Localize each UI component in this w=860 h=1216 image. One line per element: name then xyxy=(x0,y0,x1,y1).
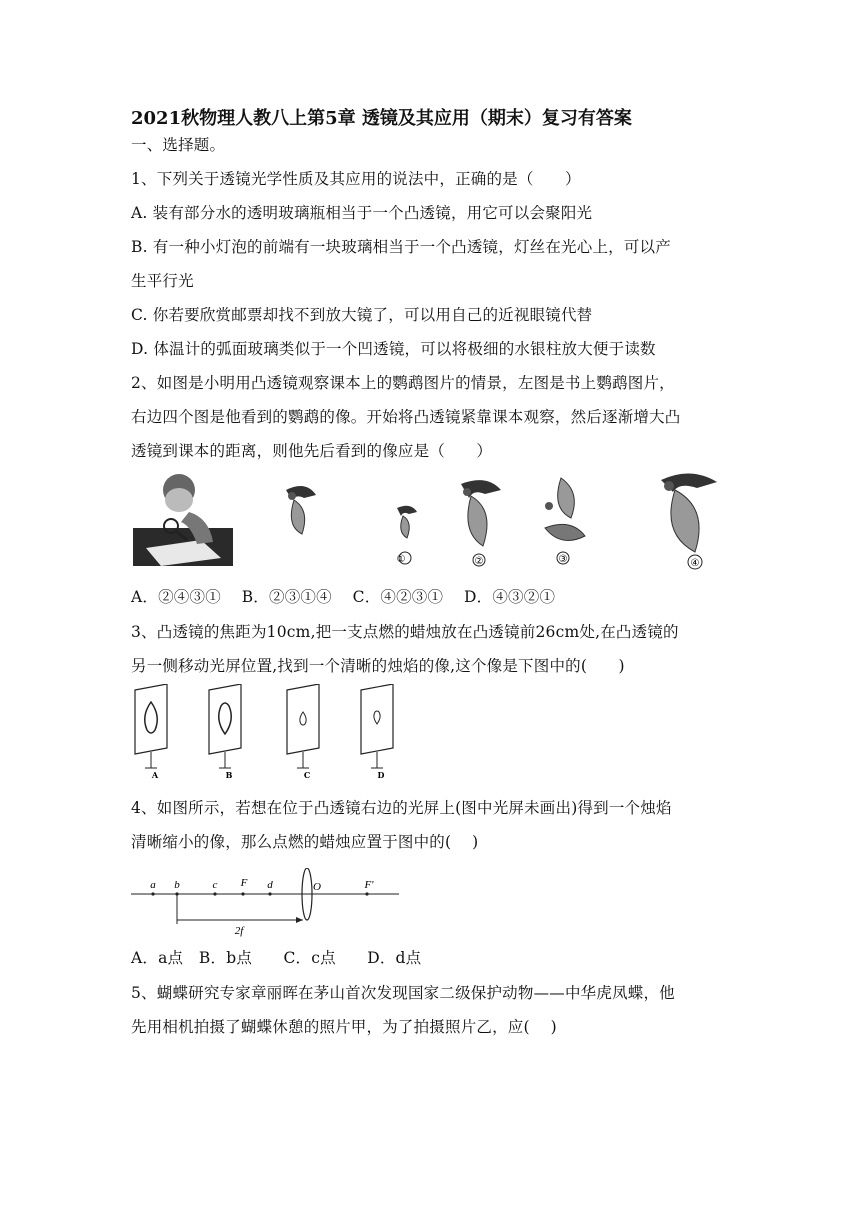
q2-stem-line1: 2、如图是小明用凸透镜观察课本上的鹦鹉图片的情景，左图是书上鹦鹉图片， xyxy=(131,374,675,392)
q4-options: A．a点 B．b点 C．c点 D．d点 xyxy=(131,949,422,967)
screen-c xyxy=(287,684,319,768)
q2-stem-line2: 右边四个图是他看到的鹦鹉的像。开始将凸透镜紧靠课本观察，然后逐渐增大凸 xyxy=(131,408,681,426)
point-a-label: a xyxy=(150,879,156,891)
two-f-label: 2f xyxy=(234,925,244,937)
screen-label-c: C xyxy=(303,770,311,780)
q5-stem-line2: 先用相机拍摄了蝴蝶休憩的照片甲，为了拍摄照片乙，应( ) xyxy=(131,1018,557,1036)
screen-a xyxy=(135,684,167,768)
point-f-prime-label: F' xyxy=(364,879,374,891)
q4-stem-line2: 清晰缩小的像，那么点燃的蜡烛应置于图中的( ) xyxy=(131,833,479,851)
parrot-image-4 xyxy=(661,473,717,569)
parrot-source-image xyxy=(286,486,316,534)
image-label-4: ④ xyxy=(690,558,700,569)
q3-stem-line1: 3、凸透镜的焦距为10cm,把一支点燃的蜡烛放在凸透镜前26cm处,在凸透镜的 xyxy=(131,623,679,641)
point-c-label: c xyxy=(212,879,218,891)
image-label-2: ② xyxy=(474,556,484,567)
screen-figure xyxy=(131,684,411,780)
image-label-3: ③ xyxy=(558,554,568,565)
q1-option-a: A. 装有部分水的透明玻璃瓶相当于一个凸透镜，用它可以会聚阳光 xyxy=(131,204,593,222)
q3-stem-line2: 另一侧移动光屏位置,找到一个清晰的烛焰的像,这个像是下图中的( ) xyxy=(131,657,625,675)
point-o-label: O xyxy=(313,881,321,893)
screen-label-d: D xyxy=(377,770,385,780)
q1-option-c: C. 你若要欣赏邮票却找不到放大镜了，可以用自己的近视眼镜代替 xyxy=(131,306,593,324)
point-d-label: d xyxy=(267,879,273,891)
q1-option-d: D. 体温计的弧面玻璃类似于一个凹透镜，可以将极细的水银柱放大便于读数 xyxy=(131,340,656,358)
point-f-label: F xyxy=(240,877,248,889)
boy-with-magnifier-illustration xyxy=(133,474,233,566)
screen-d xyxy=(361,684,393,768)
lens-axis-figure xyxy=(131,868,411,938)
q1-option-b-line1: B. 有一种小灯泡的前端有一块玻璃相当于一个凸透镜，灯丝在光心上，可以产 xyxy=(131,238,671,256)
parrot-figure xyxy=(131,470,731,574)
section-heading: 一、选择题。 xyxy=(131,136,226,154)
screen-label-a: A xyxy=(151,770,159,780)
q5-stem-line1: 5、蝴蝶研究专家章丽晖在茅山首次发现国家二级保护动物——中华虎凤蝶，他 xyxy=(131,984,675,1002)
q1-stem: 1、下列关于透镜光学性质及其应用的说法中，正确的是（ ） xyxy=(131,170,581,188)
document-title: 2021秋物理人教八上第5章 透镜及其应用（期末）复习有答案 xyxy=(131,108,632,129)
parrot-image-3 xyxy=(545,478,585,564)
q2-options: A．②④③① B．②③①④ C．④②③① D．④③②① xyxy=(131,588,556,606)
image-label-1: ① xyxy=(396,554,406,565)
q1-option-b-line2: 生平行光 xyxy=(131,272,194,290)
screen-label-b: B xyxy=(225,770,233,780)
q4-stem-line1: 4、如图所示，若想在位于凸透镜右边的光屏上(图中光屏未画出)得到一个烛焰 xyxy=(131,799,672,817)
q2-stem-line3: 透镜到课本的距离，则他先后看到的像应是（ ） xyxy=(131,442,493,460)
point-b-label: b xyxy=(174,879,180,891)
screen-b xyxy=(209,684,241,768)
parrot-image-2 xyxy=(461,480,501,566)
